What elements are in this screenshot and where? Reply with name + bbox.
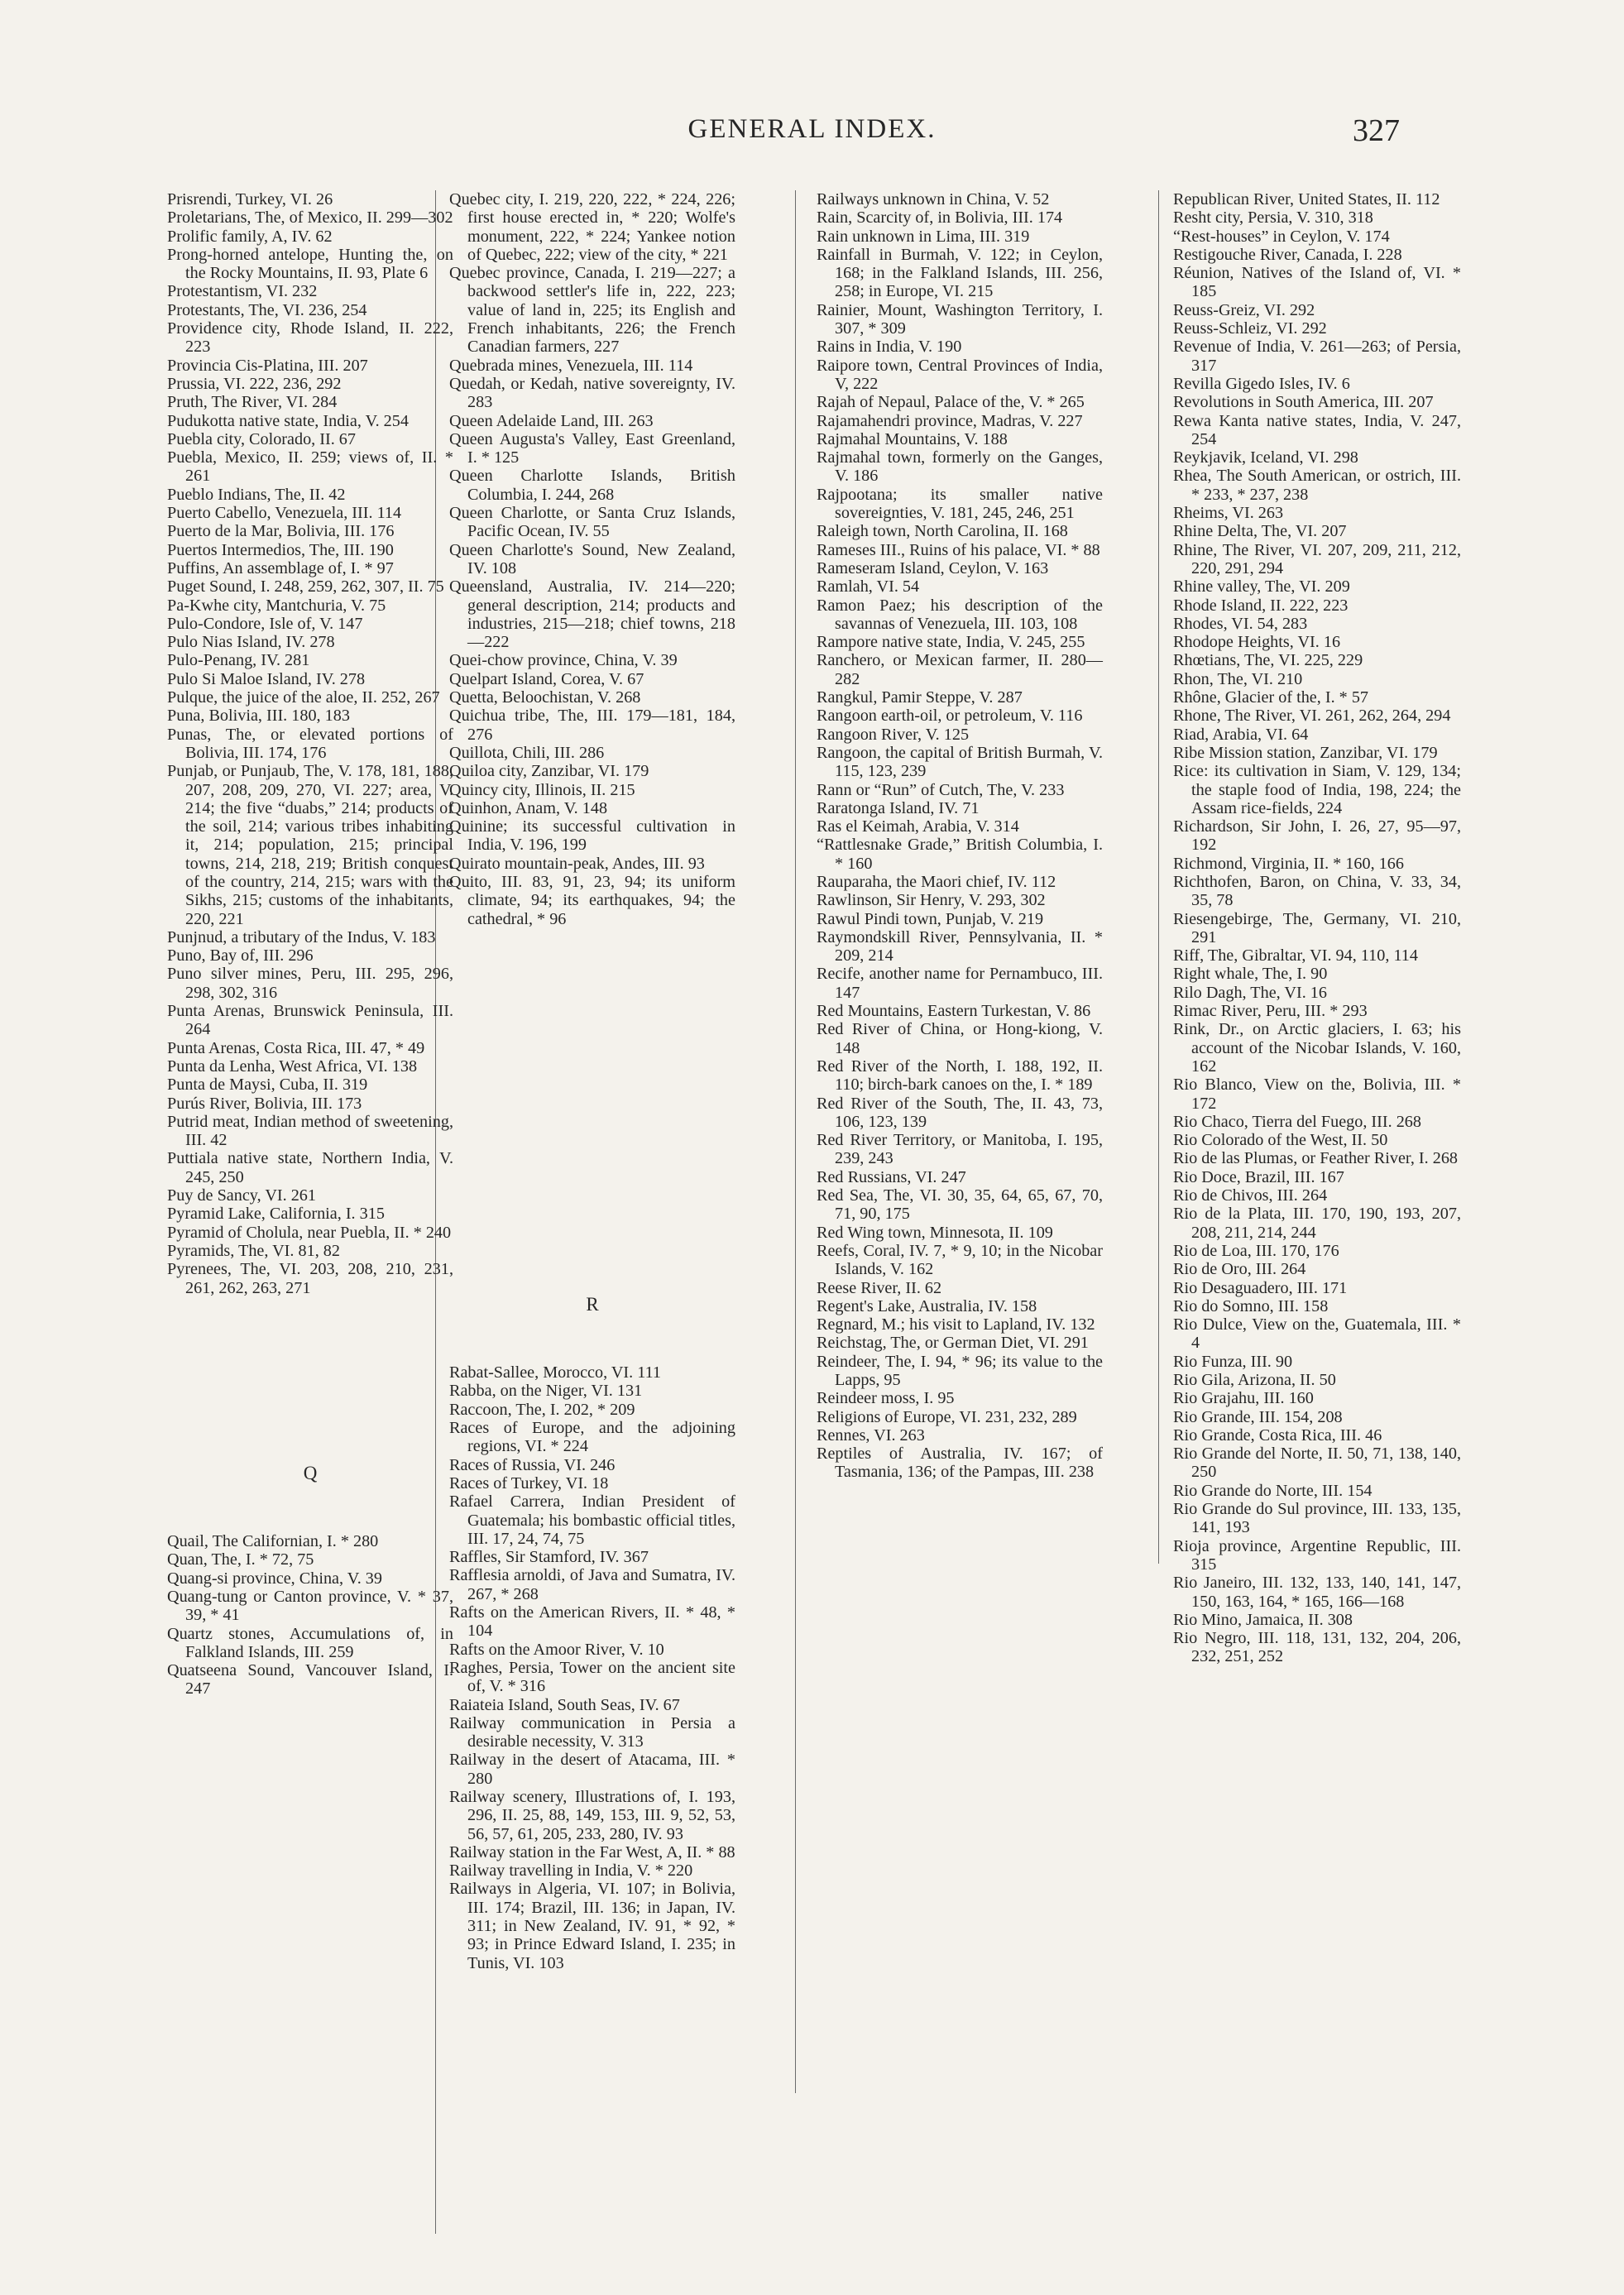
index-entry: Rafael Carrera, Indian President of Guatemala; his bombastic official titles, III. 17, 24, 74, 75: [449, 1492, 735, 1548]
index-entry: Richardson, Sir John, I. 26, 27, 95—97, 192: [1173, 817, 1461, 855]
index-entry: Protestants, The, VI. 236, 254: [167, 300, 367, 319]
index-entry: Pyrenees, The, VI. 203, 208, 210, 231, 261, 262, 263, 271: [167, 1260, 453, 1297]
index-entry: Prisrendi, Turkey, VI. 26: [167, 190, 333, 208]
index-entry: Rameses III., Ruins of his palace, VI. * 88: [817, 540, 1100, 559]
index-entry: Rio Janeiro, III. 132, 133, 140, 141, 147, 150, 163, 164, * 165, 166—168: [1173, 1574, 1461, 1611]
index-entry: Rhone, The River, VI. 261, 262, 264, 294: [1173, 707, 1451, 726]
index-entry: Rameseram Island, Ceylon, V. 163: [817, 558, 1049, 577]
index-entry: Rio Doce, Brazil, III. 167: [1173, 1167, 1344, 1186]
index-entry: Reichstag, The, or German Diet, VI. 291: [817, 1334, 1089, 1353]
index-entry: Recife, another name for Pernambuco, III. 147: [817, 965, 1103, 1002]
index-entry: Rhea, The South American, or ostrich, III. * 233, * 237, 238: [1173, 467, 1461, 504]
index-entry: Quebec province, Canada, I. 219—227; a backwood settler's life in, 222, 223; value of land in, 225; its English and French inhabitants, 226; the French Canadian farmers, 227: [449, 264, 735, 357]
index-entry: Rhine, The River, VI. 207, 209, 211, 212, 220, 291, 294: [1173, 540, 1461, 577]
index-entry: Quinhon, Anam, V. 148: [449, 798, 608, 817]
index-entry: Quirato mountain-peak, Andes, III. 93: [449, 854, 705, 873]
index-entry: Puno silver mines, Peru, III. 295, 296, 298, 302, 316: [167, 965, 453, 1002]
index-entry: Raghes, Persia, Tower on the ancient site of, V. * 316: [449, 1658, 735, 1696]
index-entry: Riesengebirge, The, Germany, VI. 210, 291: [1173, 909, 1461, 946]
index-entry: Raymondskill River, Pennsylvania, II. * 209, 214: [817, 927, 1103, 965]
index-entry: Rio Desaguadero, III. 171: [1173, 1278, 1348, 1297]
index-entry: Pulque, the juice of the aloe, II. 252, 267: [167, 688, 440, 707]
index-entry: Rainier, Mount, Washington Territory, I. 307, * 309: [817, 300, 1103, 338]
index-entry: Riad, Arabia, VI. 64: [1173, 725, 1309, 744]
index-entry: Prolific family, A, IV. 62: [167, 227, 333, 246]
index-entry: Riff, The, Gibraltar, VI. 94, 110, 114: [1173, 946, 1418, 965]
index-entry: Ranchero, or Mexican farmer, II. 280—282: [817, 651, 1103, 688]
index-entry: Quartz stones, Accumulations of, in Falkland Islands, III. 259: [167, 1624, 453, 1661]
index-entry: Rio Grande do Sul province, III. 133, 135, 141, 193: [1173, 1500, 1461, 1537]
index-entry: Pudukotta native state, India, V. 254: [167, 411, 409, 430]
index-entry: Rio de las Plumas, or Feather River, I. 268: [1173, 1149, 1459, 1168]
index-entry: Revilla Gigedo Isles, IV. 6: [1173, 374, 1350, 393]
index-entry: Rangoon earth-oil, or petroleum, V. 116: [817, 707, 1083, 726]
index-entry: Rio de Chivos, III. 264: [1173, 1186, 1328, 1205]
index-entry: Punjab, or Punjaub, The, V. 178, 181, 188, 207, 208, 209, 270, VI. 227; area, V. 214; the five “duabs,” 214; products of the soil, 214; various tribes inhabiting it, 214; population, 215; principal towns, 214, 218, 219; British conquest of the country, 214, 215; wars with the Sikhs, 215; customs of the inhabitants, 220, 221: [167, 762, 453, 928]
index-entry: Rio Funza, III. 90: [1173, 1352, 1293, 1371]
index-entry: Pulo-Penang, IV. 281: [167, 651, 310, 670]
index-entry: Puffins, An assemblage of, I. * 97: [167, 558, 394, 577]
index-entry: Rangoon River, V. 125: [817, 725, 970, 744]
index-entry: Rainfall in Burmah, V. 122; in Ceylon, 168; in the Falkland Islands, III. 256, 258; in Europe, VI. 215: [817, 245, 1103, 301]
index-entry: Quiloa city, Zanzibar, VI. 179: [449, 762, 649, 781]
index-entry: Quail, The Californian, I. * 280: [167, 1532, 379, 1551]
index-entry: Raratonga Island, IV. 71: [817, 798, 980, 817]
index-entry: Pueblo Indians, The, II. 42: [167, 485, 346, 504]
index-entry: Provincia Cis-Platina, III. 207: [167, 356, 368, 375]
index-entry: Railways unknown in China, V. 52: [817, 190, 1050, 208]
index-entry: Punta da Lenha, West Africa, VI. 138: [167, 1056, 418, 1076]
index-entry: Rangkul, Pamir Steppe, V. 287: [817, 688, 1023, 707]
index-entry: Rio de Loa, III. 170, 176: [1173, 1241, 1339, 1260]
index-entry: Rennes, VI. 263: [817, 1425, 925, 1445]
index-entry: Ribe Mission station, Zanzibar, VI. 179: [1173, 743, 1438, 762]
index-entry: Quang-si province, China, V. 39: [167, 1569, 382, 1588]
index-entry: Rio Grande do Norte, III. 154: [1173, 1481, 1372, 1500]
running-title: GENERAL INDEX.: [687, 114, 937, 144]
index-entry: Purús River, Bolivia, III. 173: [167, 1094, 362, 1113]
index-entry: Punjnud, a tributary of the Indus, V. 183: [167, 927, 436, 946]
index-entry: Providence city, Rhode Island, II. 222, 223: [167, 319, 453, 357]
index-entry: Regnard, M.; his visit to Lapland, IV. 132: [817, 1315, 1095, 1334]
column-rule: [795, 190, 796, 2093]
index-column-2: [449, 190, 735, 1972]
index-entry: Rangoon, the capital of British Burmah, V. 115, 123, 239: [817, 743, 1103, 781]
index-entry: Quinine; its successful cultivation in India, V. 196, 199: [449, 817, 735, 855]
index-entry: Red Mountains, Eastern Turkestan, V. 86: [817, 1002, 1091, 1021]
letter-heading: Q: [303, 1462, 318, 1483]
index-entry: Reindeer moss, I. 95: [817, 1389, 955, 1408]
index-entry: Puttiala native state, Northern India, V. 245, 250: [167, 1149, 453, 1186]
index-entry: Queen Charlotte, or Santa Cruz Islands, Pacific Ocean, IV. 55: [449, 504, 735, 541]
index-entry: Pulo Si Maloe Island, IV. 278: [167, 669, 366, 688]
index-entry: Rajamahendri province, Madras, V. 227: [817, 411, 1083, 430]
index-entry: Rio Colorado of the West, II. 50: [1173, 1131, 1388, 1150]
index-entry: Reykjavik, Iceland, VI. 298: [1173, 448, 1358, 467]
index-entry: Richmond, Virginia, II. * 160, 166: [1173, 854, 1404, 873]
index-entry: Revenue of India, V. 261—263; of Persia, 317: [1173, 338, 1461, 375]
index-columns: [0, 190, 1624, 2242]
index-entry: Rajah of Nepaul, Palace of the, V. * 265: [817, 393, 1085, 412]
index-entry: Railway communication in Persia a desirable necessity, V. 313: [449, 1713, 735, 1751]
index-entry: Rhine Delta, The, VI. 207: [1173, 522, 1347, 541]
index-entry: Punas, The, or elevated portions of Bolivia, III. 174, 176: [167, 725, 453, 762]
index-entry: Quei-chow province, China, V. 39: [449, 651, 678, 670]
index-entry: Railway station in the Far West, A, II. * 88: [449, 1842, 735, 1861]
index-entry: Quito, III. 83, 91, 23, 94; its uniform climate, 94; its earthquakes, 94; the cathedral, * 96: [449, 872, 735, 928]
index-entry: Rio Grajahu, III. 160: [1173, 1389, 1314, 1408]
index-entry: Rink, Dr., on Arctic glaciers, I. 63; his account of the Nicobar Islands, V. 160, 162: [1173, 1020, 1461, 1076]
index-entry: Red River Territory, or Manitoba, I. 195, 239, 243: [817, 1131, 1103, 1168]
index-entry: Quatseena Sound, Vancouver Island, I. 247: [167, 1661, 453, 1698]
index-entry: Rio de Oro, III. 264: [1173, 1260, 1306, 1279]
index-entry: Red Russians, VI. 247: [817, 1167, 966, 1186]
index-entry: Quebec city, I. 219, 220, 222, * 224, 226; first house erected in, * 220; Wolfe's monument, 222, * 224; Yankee notion of Quebec, 222; view of the city, * 221: [449, 190, 735, 264]
index-entry: Rio Dulce, View on the, Guatemala, III. * 4: [1173, 1315, 1461, 1353]
index-entry: Red River of the North, I. 188, 192, II. 110; birch-bark canoes on the, I. * 189: [817, 1056, 1103, 1095]
index-entry: Puerto de la Mar, Bolivia, III. 176: [167, 522, 395, 541]
index-entry: Puy de Sancy, VI. 261: [167, 1186, 316, 1205]
index-entry: Prussia, VI. 222, 236, 292: [167, 374, 342, 393]
index-entry: Rice: its cultivation in Siam, V. 129, 134; the staple food of India, 198, 224; the Assam rice-fields, 224: [1173, 762, 1461, 817]
index-entry: Richthofen, Baron, on China, V. 33, 34, 35, 78: [1173, 872, 1461, 910]
index-entry: Rann or “Run” of Cutch, The, V. 233: [817, 780, 1065, 799]
index-entry: Rhône, Glacier of the, I. * 57: [1173, 688, 1369, 707]
index-entry: Reuss-Schleiz, VI. 292: [1173, 319, 1327, 338]
index-entry: Punta Arenas, Brunswick Peninsula, III. 264: [167, 1002, 453, 1039]
index-entry: Rio Negro, III. 118, 131, 132, 204, 206, 232, 251, 252: [1173, 1629, 1461, 1666]
index-entry: Rio Chaco, Tierra del Fuego, III. 268: [1173, 1112, 1421, 1131]
index-entry: “Rest-houses” in Ceylon, V. 174: [1173, 227, 1390, 246]
index-entry: Puno, Bay of, III. 296: [167, 946, 314, 965]
index-entry: Pyramid Lake, California, I. 315: [167, 1205, 385, 1224]
index-entry: Queen Charlotte's Sound, New Zealand, IV. 108: [449, 540, 735, 577]
index-entry: Rhœtians, The, VI. 225, 229: [1173, 651, 1363, 670]
index-entry: Raleigh town, North Carolina, II. 168: [817, 522, 1068, 541]
index-entry: Rain, Scarcity of, in Bolivia, III. 174: [817, 208, 1063, 228]
index-entry: Rheims, VI. 263: [1173, 504, 1284, 523]
index-column-4: [1173, 190, 1461, 1666]
index-entry: Rafts on the Amoor River, V. 10: [449, 1640, 664, 1659]
index-entry: Races of Europe, and the adjoining regions, VI. * 224: [449, 1419, 735, 1456]
index-entry: Red Sea, The, VI. 30, 35, 64, 65, 67, 70, 71, 90, 175: [817, 1186, 1103, 1224]
index-entry: Raffles, Sir Stamford, IV. 367: [449, 1548, 649, 1567]
index-entry: Protestantism, VI. 232: [167, 282, 318, 301]
index-entry: Rains in India, V. 190: [817, 338, 962, 357]
index-entry: Red River of the South, The, II. 43, 73, 106, 123, 139: [817, 1094, 1103, 1131]
index-entry: Puna, Bolivia, III. 180, 183: [167, 707, 350, 726]
index-entry: Puerto Cabello, Venezuela, III. 114: [167, 504, 402, 523]
index-entry: Puget Sound, I. 248, 259, 262, 307, II. 75: [167, 577, 444, 597]
index-entry: Raiateia Island, South Seas, IV. 67: [449, 1695, 680, 1714]
column-rule: [1158, 190, 1159, 1564]
index-column-3: [817, 190, 1103, 1482]
index-entry: Prong-horned antelope, Hunting the, on the Rocky Mountains, II. 93, Plate 6: [167, 245, 453, 283]
index-entry: Rain unknown in Lima, III. 319: [817, 227, 1030, 246]
index-entry: Pyramids, The, VI. 81, 82: [167, 1241, 340, 1260]
index-entry: Rio do Somno, III. 158: [1173, 1296, 1329, 1315]
index-entry: Rimac River, Peru, III. * 293: [1173, 1002, 1368, 1021]
index-entry: Quetta, Beloochistan, V. 268: [449, 688, 641, 707]
index-entry: Queen Adelaide Land, III. 263: [449, 411, 654, 430]
index-entry: Revolutions in South America, III. 207: [1173, 393, 1434, 412]
index-entry: Rio Grande, Costa Rica, III. 46: [1173, 1425, 1382, 1445]
index-entry: Red Wing town, Minnesota, II. 109: [817, 1223, 1053, 1242]
index-entry: Rio Gila, Arizona, II. 50: [1173, 1371, 1336, 1389]
index-entry: Reuss-Greiz, VI. 292: [1173, 300, 1315, 319]
index-entry: Quedah, or Kedah, native sovereignty, IV. 283: [449, 374, 735, 412]
page-header: [0, 109, 1624, 159]
index-entry: Quebrada mines, Venezuela, III. 114: [449, 356, 693, 375]
index-entry: Queen Augusta's Valley, East Greenland, I. * 125: [449, 429, 735, 467]
index-entry: Raipore town, Central Provinces of India, V, 222: [817, 356, 1103, 393]
index-entry: Rhine valley, The, VI. 209: [1173, 577, 1350, 597]
index-entry: Rhon, The, VI. 210: [1173, 669, 1303, 688]
index-entry: Rio Mino, Jamaica, II. 308: [1173, 1610, 1353, 1629]
index-entry: Puebla, Mexico, II. 259; views of, II. * 261: [167, 448, 453, 486]
index-entry: Rhodes, VI. 54, 283: [1173, 614, 1308, 633]
index-entry: Queen Charlotte Islands, British Columbia, I. 244, 268: [449, 467, 735, 504]
index-entry: Regent's Lake, Australia, IV. 158: [817, 1296, 1037, 1315]
index-entry: Queensland, Australia, IV. 214—220; general description, 214; products and industries, 215—218; chief towns, 218—222: [449, 577, 735, 652]
index-entry: Rhode Island, II. 222, 223: [1173, 596, 1349, 615]
index-entry: Rioja province, Argentine Republic, III. 315: [1173, 1536, 1461, 1574]
index-entry: Railway scenery, Illustrations of, I. 193, 296, II. 25, 88, 149, 153, III. 9, 52, 53, 56, 57, 61, 205, 233, 280, IV. 93: [449, 1788, 735, 1843]
index-entry: Rajpootana; its smaller native sovereignties, V. 181, 245, 246, 251: [817, 485, 1103, 523]
index-entry: Rhodope Heights, VI. 16: [1173, 633, 1341, 652]
index-entry: Railway travelling in India, V. * 220: [449, 1861, 693, 1881]
index-entry: Red River of China, or Hong-kiong, V. 148: [817, 1020, 1103, 1057]
index-entry: Pruth, The River, VI. 284: [167, 393, 338, 412]
index-entry: Republican River, United States, II. 112: [1173, 190, 1440, 208]
index-entry: Pyramid of Cholula, near Puebla, II. * 240: [167, 1223, 452, 1242]
index-entry: Rio Grande del Norte, II. 50, 71, 138, 140, 250: [1173, 1445, 1461, 1482]
index-entry: Quelpart Island, Corea, V. 67: [449, 669, 644, 688]
index-entry: Ras el Keimah, Arabia, V. 314: [817, 817, 1019, 836]
index-entry: Réunion, Natives of the Island of, VI. * 185: [1173, 264, 1461, 301]
index-entry: Rajmahal Mountains, V. 188: [817, 429, 1008, 448]
index-entry: Rilo Dagh, The, VI. 16: [1173, 983, 1327, 1002]
index-entry: Rio de la Plata, III. 170, 190, 193, 207, 208, 211, 214, 244: [1173, 1205, 1461, 1242]
index-entry: Pa-Kwhe city, Mantchuria, V. 75: [167, 596, 386, 615]
letter-heading: R: [586, 1293, 599, 1315]
index-entry: Reptiles of Australia, IV. 167; of Tasmania, 136; of the Pampas, III. 238: [817, 1445, 1103, 1482]
index-entry: Pulo Nias Island, IV. 278: [167, 633, 335, 652]
index-entry: Reindeer, The, I. 94, * 96; its value to the Lapps, 95: [817, 1352, 1103, 1389]
index-entry: Punta Arenas, Costa Rica, III. 47, * 49: [167, 1038, 425, 1057]
index-entry: “Rattlesnake Grade,” British Columbia, I. * 160: [817, 836, 1103, 873]
index-entry: Quan, The, I. * 72, 75: [167, 1550, 314, 1569]
index-entry: Rabat-Sallee, Morocco, VI. 111: [449, 1363, 662, 1382]
index-entry: Quillota, Chili, III. 286: [449, 743, 605, 762]
index-entry: Quincy city, Illinois, II. 215: [449, 780, 635, 799]
index-entry: Rauparaha, the Maori chief, IV. 112: [817, 872, 1056, 891]
index-entry: Ramlah, VI. 54: [817, 577, 920, 597]
index-entry: Rawul Pindi town, Punjab, V. 219: [817, 909, 1044, 928]
index-entry: Rabba, on the Niger, VI. 131: [449, 1382, 643, 1401]
index-entry: Puebla city, Colorado, II. 67: [167, 429, 356, 448]
index-entry: Railways in Algeria, VI. 107; in Bolivia, III. 174; Brazil, III. 136; in Japan, IV. 311; in New Zealand, IV. 91, * 92, * 93; in Prince Edward Island, I. 235; in Tunis, VI. 103: [449, 1880, 735, 1972]
index-entry: Rafflesia arnoldi, of Java and Sumatra, IV. 267, * 268: [449, 1566, 735, 1603]
index-entry: Reese River, II. 62: [817, 1278, 942, 1297]
index-entry: Punta de Maysi, Cuba, II. 319: [167, 1076, 368, 1095]
index-entry: Quichua tribe, The, III. 179—181, 184, 276: [449, 707, 735, 744]
index-entry: Pulo-Condore, Isle of, V. 147: [167, 614, 363, 633]
index-column-1: [167, 190, 453, 1698]
index-entry: Rajmahal town, formerly on the Ganges, V. 186: [817, 448, 1103, 486]
index-entry: Ramon Paez; his description of the savannas of Venezuela, III. 103, 108: [817, 596, 1103, 633]
index-entry: Raccoon, The, I. 202, * 209: [449, 1400, 635, 1419]
index-entry: Religions of Europe, VI. 231, 232, 289: [817, 1407, 1077, 1426]
index-entry: Reefs, Coral, IV. 7, * 9, 10; in the Nicobar Islands, V. 162: [817, 1241, 1103, 1279]
index-entry: Races of Russia, VI. 246: [449, 1455, 616, 1474]
index-entry: Rewa Kanta native states, India, V. 247, 254: [1173, 411, 1461, 448]
index-entry: Putrid meat, Indian method of sweetening, III. 42: [167, 1112, 453, 1150]
index-entry: Resht city, Persia, V. 310, 318: [1173, 208, 1373, 228]
index-entry: Rio Blanco, View on the, Bolivia, III. * 172: [1173, 1076, 1461, 1113]
index-entry: Quang-tung or Canton province, V. * 37, 39, * 41: [167, 1588, 453, 1625]
page-number: 327: [1353, 113, 1400, 148]
index-entry: Restigouche River, Canada, I. 228: [1173, 245, 1402, 264]
index-entry: Rawlinson, Sir Henry, V. 293, 302: [817, 891, 1046, 910]
index-entry: Rafts on the American Rivers, II. * 48, * 104: [449, 1603, 735, 1641]
index-entry: Railway in the desert of Atacama, III. * 280: [449, 1751, 735, 1788]
index-entry: Proletarians, The, of Mexico, II. 299—302: [167, 208, 453, 228]
index-entry: Right whale, The, I. 90: [1173, 965, 1328, 984]
index-entry: Rio Grande, III. 154, 208: [1173, 1407, 1343, 1426]
index-entry: Rampore native state, India, V. 245, 255: [817, 633, 1085, 652]
index-entry: Races of Turkey, VI. 18: [449, 1473, 609, 1492]
index-entry: Puertos Intermedios, The, III. 190: [167, 540, 394, 559]
